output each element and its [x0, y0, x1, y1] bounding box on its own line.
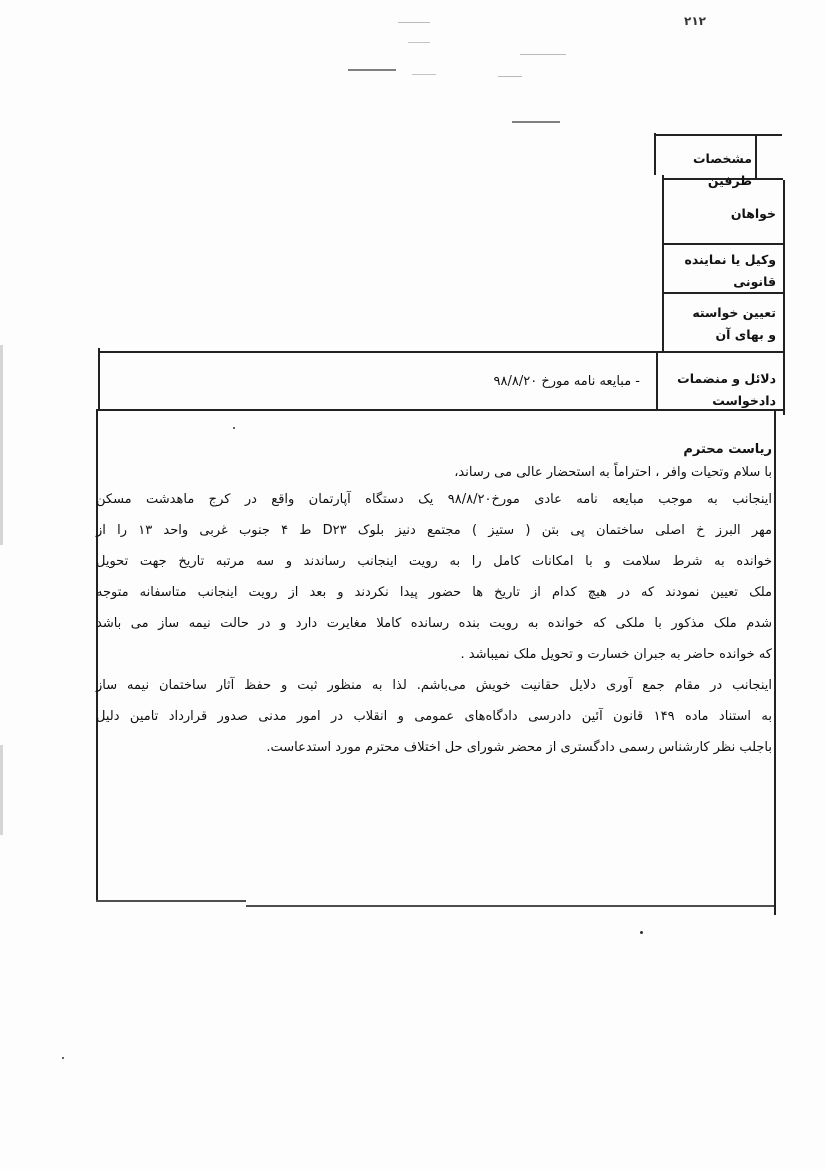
label-parties-specs: مشخصات طرفین: [692, 151, 752, 188]
petition-body: [96, 438, 772, 763]
label-evidence-line2: دادخواست: [712, 393, 776, 408]
body-line-7: که خوانده حاضر به جبران خسارت و تحویل ملک نمیباشد .: [460, 647, 772, 662]
page-number: ۲۱۲: [684, 14, 706, 28]
label-attorney-line1: وکیل یا نماینده: [684, 252, 776, 267]
evidence-item: - مبایعه نامه مورخ ۹۸/۸/۲۰: [493, 374, 640, 389]
label-plaintiff: خواهان: [730, 206, 776, 221]
body-line-10: باجلب نظر کارشناس رسمی دادگستری از محضر شورای حل اختلاف محترم مورد استدعاست.: [266, 740, 772, 755]
label-evidence-line1: دلائل و منضمات: [677, 371, 776, 386]
body-line-1: با سلام وتحیات وافر ، احتراماً به استحضار عالی می رساند،: [454, 465, 772, 480]
body-line-3: مهر البرز خ اصلی ساختمان پی بتن ( ستیز ) مجتمع دنیز بلوک D۲۳ ط ۴ جنوب غربی واحد ۱۳ را از: [96, 523, 772, 538]
salutation: ریاست محترم: [683, 442, 772, 457]
body-line-6: شدم ملک مذکور با ملکی که خوانده به رویت بنده رسانده کاملا مغایرت دارد و در حالت نیمه ساز می باشد: [96, 616, 772, 631]
body-line-8: اینجانب در مقام جمع آوری دلایل حقانیت خویش می‌باشم. لذا به منظور ثبت و حفظ آثار ساختمان نیمه ساز: [96, 678, 772, 693]
label-attorney-line2: قانونی: [733, 274, 776, 289]
body-line-9: به استناد ماده ۱۴۹ قانون آئین دادرسی دادگاه‌های عمومی و انقلاب در امور مدنی صدور قرارداد تامین دلیل: [96, 709, 773, 724]
body-line-2: اینجانب به موجب مبایعه نامه عادی مورخ۹۸/۸/۲۰ یک دستگاه آپارتمان واقع در کرج ماهدشت مسکن: [96, 492, 772, 507]
body-line-4: خوانده به شرط سلامت و با امکانات کامل را به رویت اینجانب رساندند و سه مرتبه تاریخ جهت تحویل: [96, 554, 772, 569]
label-claim-line2: و بهای آن: [715, 327, 776, 342]
label-claim-line1: تعیین خواسته: [692, 305, 776, 320]
body-line-5: ملک تعیین نمودند که در هیچ کدام از تاریخ ها حضور پیدا نکردند و بعد از رویت اینجانب متاسفانه متوجه: [96, 585, 772, 600]
